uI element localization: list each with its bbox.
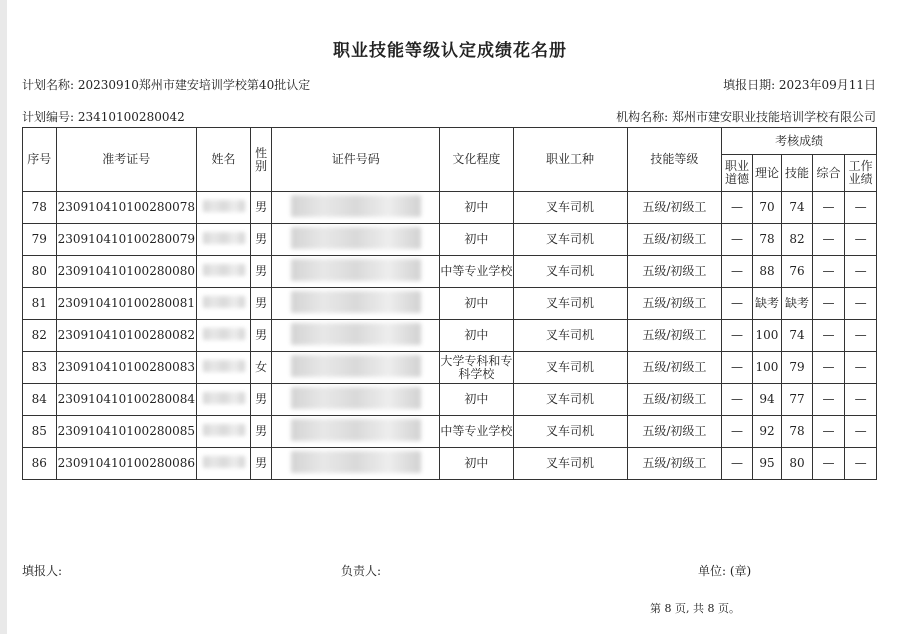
cell-overall: — (812, 224, 845, 256)
cell-overall: — (812, 416, 845, 448)
cell-job: 叉车司机 (513, 448, 627, 480)
table-row (23, 256, 877, 288)
cell-gender: 男 (250, 320, 271, 352)
cell-gender: 男 (250, 192, 271, 224)
cell-id-no (272, 192, 440, 224)
cell-skill: 76 (782, 256, 813, 288)
cell-job: 叉车司机 (513, 224, 627, 256)
header-ethics: 职业道德 (722, 155, 753, 192)
cell-seq: 81 (23, 288, 57, 320)
cell-seq: 78 (23, 192, 57, 224)
cell-ticket: 230910410100280081 (56, 288, 196, 320)
redacted-id-number (291, 323, 421, 345)
table-row (23, 320, 877, 352)
redacted-id-number (291, 355, 421, 377)
table-row (23, 384, 877, 416)
cell-job: 叉车司机 (513, 256, 627, 288)
cell-skill: 缺考 (782, 288, 813, 320)
cell-performance: — (845, 192, 877, 224)
responsible-label: 负责人: (341, 564, 382, 578)
header-skill: 技能 (782, 155, 813, 192)
cell-seq: 79 (23, 224, 57, 256)
table-row (23, 352, 877, 384)
cell-gender: 男 (250, 256, 271, 288)
redacted-name (203, 360, 245, 372)
table-row (23, 224, 877, 256)
cell-performance: — (845, 224, 877, 256)
cell-performance: — (845, 320, 877, 352)
cell-theory: 100 (752, 320, 782, 352)
cell-ethics: — (722, 288, 753, 320)
cell-seq: 82 (23, 320, 57, 352)
redacted-id-number (291, 451, 421, 473)
plan-number: 计划编号: 23410100280042 (22, 110, 185, 124)
cell-theory: 70 (752, 192, 782, 224)
cell-overall: — (812, 352, 845, 384)
cell-theory: 100 (752, 352, 782, 384)
cell-education: 大学专科和专科学校 (440, 352, 513, 384)
cell-ticket: 230910410100280078 (56, 192, 196, 224)
unit-stamp-label: 单位: (章) (698, 564, 752, 578)
cell-education: 初中 (440, 320, 513, 352)
cell-ethics: — (722, 192, 753, 224)
cell-gender: 男 (250, 448, 271, 480)
header-job: 职业工种 (513, 128, 627, 192)
cell-gender: 男 (250, 288, 271, 320)
cell-name (197, 224, 251, 256)
cell-ethics: — (722, 320, 753, 352)
redacted-id-number (291, 195, 421, 217)
redacted-name (203, 328, 245, 340)
cell-name (197, 352, 251, 384)
table-row (23, 192, 877, 224)
header-gender: 性别 (250, 128, 271, 192)
page-counter: 第 8 页, 共 8 页。 (650, 602, 740, 615)
cell-level: 五级/初级工 (627, 448, 722, 480)
cell-performance: — (845, 416, 877, 448)
cell-seq: 85 (23, 416, 57, 448)
page-edge (0, 0, 7, 634)
cell-overall: — (812, 320, 845, 352)
cell-education: 中等专业学校 (440, 256, 513, 288)
cell-education: 初中 (440, 192, 513, 224)
cell-skill: 78 (782, 416, 813, 448)
cell-job: 叉车司机 (513, 416, 627, 448)
cell-skill: 82 (782, 224, 813, 256)
header-performance: 工作业绩 (845, 155, 877, 192)
cell-level: 五级/初级工 (627, 384, 722, 416)
header-overall: 综合 (812, 155, 845, 192)
cell-name (197, 384, 251, 416)
cell-education: 初中 (440, 288, 513, 320)
header-id-number: 证件号码 (272, 128, 440, 192)
table-row (23, 288, 877, 320)
cell-id-no (272, 224, 440, 256)
header-theory: 理论 (752, 155, 782, 192)
redacted-id-number (291, 259, 421, 281)
redacted-id-number (291, 227, 421, 249)
cell-level: 五级/初级工 (627, 256, 722, 288)
cell-skill: 77 (782, 384, 813, 416)
score-roster-table (22, 127, 877, 480)
redacted-name (203, 200, 245, 212)
header-level: 技能等级 (627, 128, 722, 192)
cell-ticket: 230910410100280086 (56, 448, 196, 480)
cell-theory: 92 (752, 416, 782, 448)
cell-id-no (272, 288, 440, 320)
cell-overall: — (812, 256, 845, 288)
redacted-name (203, 264, 245, 276)
cell-name (197, 320, 251, 352)
cell-id-no (272, 320, 440, 352)
cell-overall: — (812, 448, 845, 480)
cell-job: 叉车司机 (513, 384, 627, 416)
cell-theory: 88 (752, 256, 782, 288)
cell-theory: 78 (752, 224, 782, 256)
redacted-name (203, 232, 245, 244)
cell-gender: 女 (250, 352, 271, 384)
cell-name (197, 192, 251, 224)
header-education: 文化程度 (440, 128, 513, 192)
header-ticket: 准考证号 (56, 128, 196, 192)
fill-date: 填报日期: 2023年09月11日 (723, 78, 876, 92)
cell-ethics: — (722, 416, 753, 448)
cell-theory: 95 (752, 448, 782, 480)
redacted-id-number (291, 291, 421, 313)
cell-ticket: 230910410100280085 (56, 416, 196, 448)
cell-performance: — (845, 384, 877, 416)
cell-performance: — (845, 352, 877, 384)
cell-gender: 男 (250, 416, 271, 448)
cell-education: 初中 (440, 384, 513, 416)
document-title: 职业技能等级认定成绩花名册 (333, 41, 567, 61)
cell-ethics: — (722, 384, 753, 416)
cell-id-no (272, 448, 440, 480)
institution-name: 机构名称: 郑州市建安职业技能培训学校有限公司 (616, 110, 876, 124)
cell-ethics: — (722, 256, 753, 288)
cell-overall: — (812, 288, 845, 320)
cell-education: 初中 (440, 448, 513, 480)
header-seq: 序号 (23, 128, 57, 192)
cell-job: 叉车司机 (513, 352, 627, 384)
cell-level: 五级/初级工 (627, 416, 722, 448)
cell-ticket: 230910410100280079 (56, 224, 196, 256)
cell-skill: 74 (782, 192, 813, 224)
redacted-name (203, 424, 245, 436)
cell-seq: 83 (23, 352, 57, 384)
plan-name: 计划名称: 20230910郑州市建安培训学校第40批认定 (22, 78, 311, 92)
cell-education: 中等专业学校 (440, 416, 513, 448)
redacted-name (203, 456, 245, 468)
cell-overall: — (812, 192, 845, 224)
cell-ticket: 230910410100280080 (56, 256, 196, 288)
cell-skill: 74 (782, 320, 813, 352)
redacted-name (203, 392, 245, 404)
cell-overall: — (812, 384, 845, 416)
cell-seq: 84 (23, 384, 57, 416)
cell-level: 五级/初级工 (627, 352, 722, 384)
cell-level: 五级/初级工 (627, 288, 722, 320)
cell-level: 五级/初级工 (627, 320, 722, 352)
header-scores-group: 考核成绩 (722, 128, 877, 155)
cell-skill: 80 (782, 448, 813, 480)
cell-name (197, 256, 251, 288)
cell-theory: 缺考 (752, 288, 782, 320)
redacted-id-number (291, 387, 421, 409)
cell-ticket: 230910410100280082 (56, 320, 196, 352)
cell-job: 叉车司机 (513, 192, 627, 224)
cell-id-no (272, 416, 440, 448)
cell-education: 初中 (440, 224, 513, 256)
redacted-id-number (291, 419, 421, 441)
cell-gender: 男 (250, 224, 271, 256)
cell-performance: — (845, 256, 877, 288)
cell-name (197, 448, 251, 480)
cell-level: 五级/初级工 (627, 224, 722, 256)
cell-ethics: — (722, 224, 753, 256)
cell-id-no (272, 384, 440, 416)
cell-skill: 79 (782, 352, 813, 384)
cell-ticket: 230910410100280084 (56, 384, 196, 416)
cell-theory: 94 (752, 384, 782, 416)
filler-label: 填报人: (22, 564, 63, 578)
cell-name (197, 288, 251, 320)
cell-ticket: 230910410100280083 (56, 352, 196, 384)
cell-performance: — (845, 288, 877, 320)
cell-performance: — (845, 448, 877, 480)
cell-gender: 男 (250, 384, 271, 416)
table-row (23, 448, 877, 480)
roster-body (23, 192, 877, 480)
cell-id-no (272, 256, 440, 288)
table-row (23, 416, 877, 448)
cell-job: 叉车司机 (513, 320, 627, 352)
cell-level: 五级/初级工 (627, 192, 722, 224)
redacted-name (203, 296, 245, 308)
header-name: 姓名 (197, 128, 251, 192)
cell-name (197, 416, 251, 448)
cell-id-no (272, 352, 440, 384)
cell-seq: 86 (23, 448, 57, 480)
cell-ethics: — (722, 448, 753, 480)
cell-seq: 80 (23, 256, 57, 288)
cell-ethics: — (722, 352, 753, 384)
cell-job: 叉车司机 (513, 288, 627, 320)
